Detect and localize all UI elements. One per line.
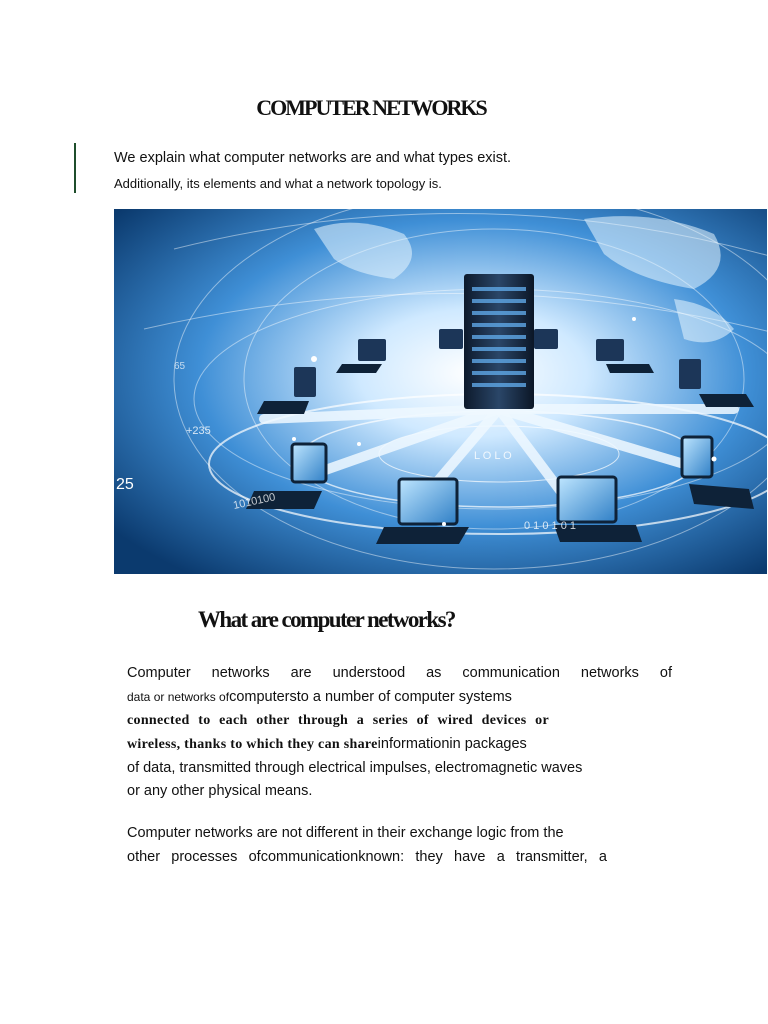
svg-text:1010100: 1010100 bbox=[232, 491, 277, 512]
intro-line-2: Additionally, its elements and what a network topology is. bbox=[114, 176, 442, 191]
paragraph1-line2 bbox=[127, 689, 512, 705]
paragraph1-line2-rest: computersto a number of computer systems bbox=[229, 689, 512, 705]
paragraph2-line1: Computer networks are not different in their exchange logic from the bbox=[127, 825, 564, 841]
paragraph1-line3: connected to each other through a series of wired devices or bbox=[127, 713, 549, 728]
paragraph1-line6: or any other physical means. bbox=[127, 783, 313, 799]
paragraph1-line2-small: data or networks of bbox=[127, 690, 230, 704]
section-heading: What are computer networks? bbox=[198, 607, 455, 632]
svg-text:0 1 0 1 0 1: 0 1 0 1 0 1 bbox=[524, 520, 576, 532]
paragraph2-line2: other processes ofcommunicationknown: they have a transmitter, a bbox=[127, 849, 607, 865]
hero-image bbox=[114, 209, 767, 574]
paragraph1-line1: Computer networks are understood as communication networks of bbox=[127, 665, 672, 681]
svg-text:65: 65 bbox=[174, 361, 186, 372]
svg-text:L O L O: L O L O bbox=[474, 450, 512, 462]
paragraph1-line4 bbox=[127, 736, 527, 753]
intro-accent-bar bbox=[74, 143, 76, 193]
paragraph1-line4-bold: wireless, thanks to which they can share bbox=[127, 737, 378, 752]
intro-line-1: We explain what computer networks are and what types exist. bbox=[114, 150, 512, 166]
svg-text:+235: +235 bbox=[186, 425, 211, 437]
svg-text:25: 25 bbox=[116, 476, 134, 493]
computer-network-illustration-icon bbox=[114, 209, 767, 574]
paragraph1-line4-rest: informationin packages bbox=[377, 736, 527, 752]
paragraph1-line5: of data, transmitted through electrical impulses, electromagnetic waves bbox=[127, 760, 583, 776]
page-title: COMPUTER NETWORKS bbox=[256, 95, 486, 120]
